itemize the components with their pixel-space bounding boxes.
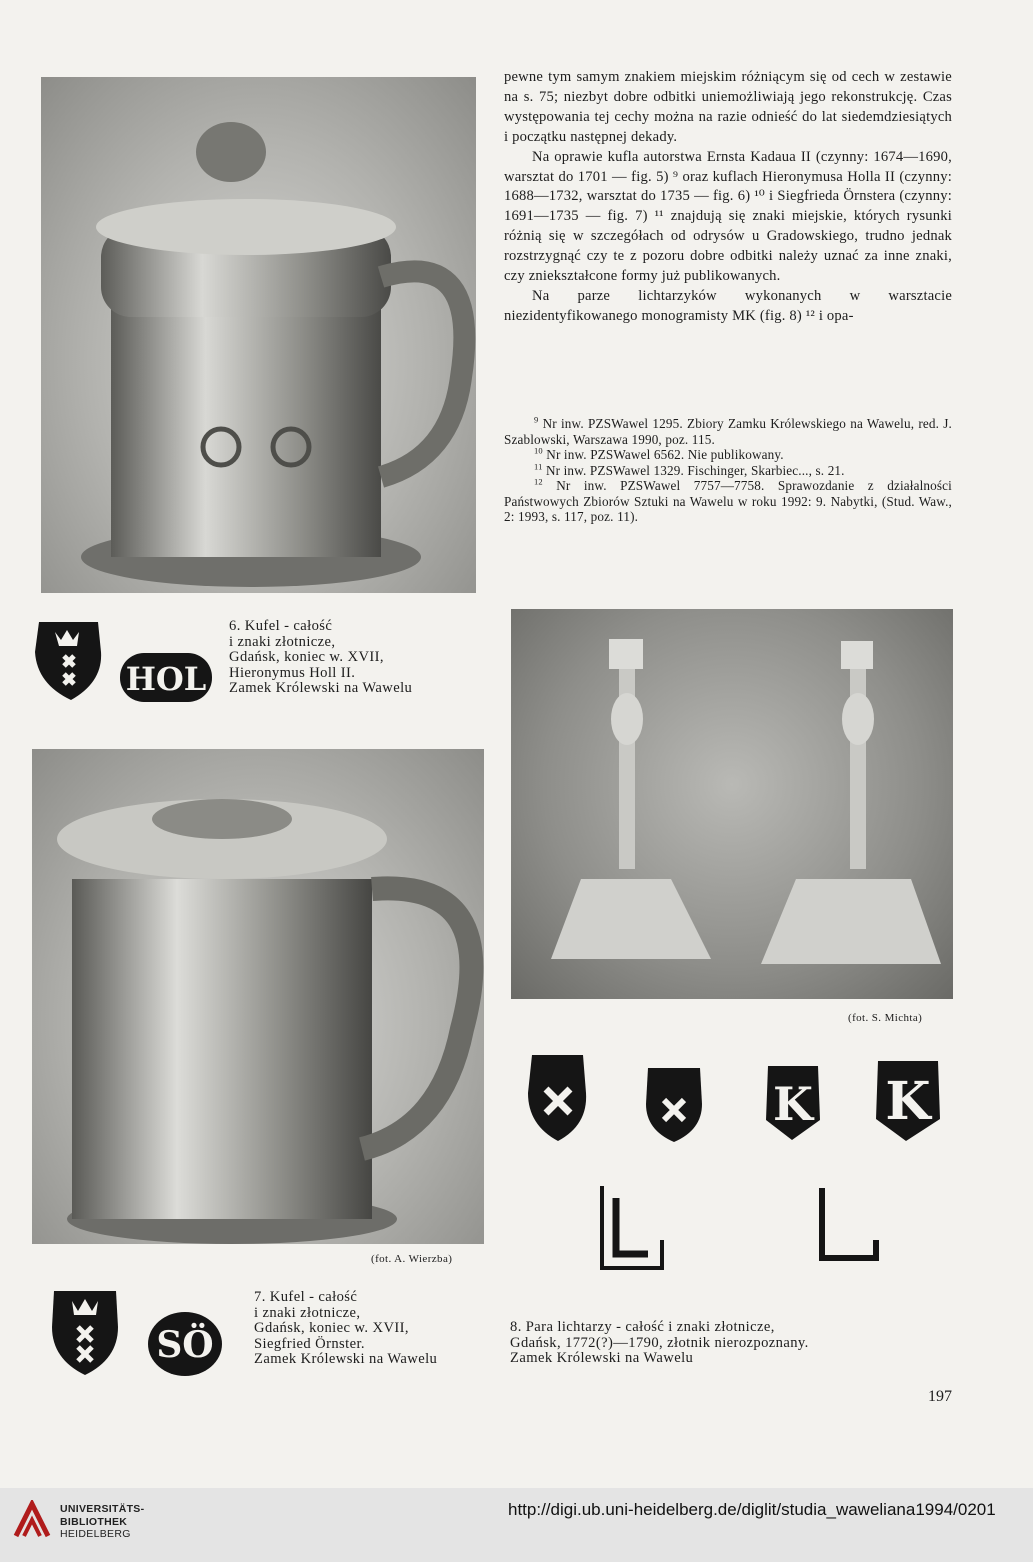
caption-fig6-line: i znaki złotnicze,	[229, 633, 336, 650]
footnote-number: 12	[534, 476, 543, 487]
logo-line: UNIVERSITÄTS-	[60, 1503, 145, 1515]
photo-credit-fig8: (fot. S. Michta)	[848, 1012, 923, 1024]
footnote	[504, 447, 952, 463]
footnote-number: 11	[534, 461, 543, 472]
svg-text:K: K	[885, 1071, 931, 1132]
hallmark-maker-mark-hol	[118, 650, 214, 705]
footnote-text: Nr inw. PZSWawel 6562. Nie publikowany.	[546, 447, 784, 462]
svg-text:HOL: HOL	[125, 660, 207, 698]
footnote	[504, 463, 952, 479]
photo-fig6-tankard	[41, 77, 476, 593]
caption-fig6-line: Gdańsk, koniec w. XVII,	[229, 649, 384, 666]
hallmark-maker-mark-k-1	[762, 1060, 824, 1144]
hallmark-maker-mark-so	[146, 1310, 224, 1378]
caption-fig7-line: Siegfried Örnster.	[254, 1335, 365, 1352]
photo-credit-fig7: (fot. A. Wierzba)	[371, 1253, 453, 1265]
caption-fig8-line: Gdańsk, 1772(?)—1790, złotnik nierozpoznany.	[510, 1334, 809, 1351]
caption-fig6-line: Hieronymus Holl II.	[229, 664, 356, 681]
photo-fig8-candlesticks	[511, 609, 953, 999]
caption-fig7-line: 7. Kufel - całość	[254, 1289, 358, 1305]
svg-text:SÖ: SÖ	[156, 1324, 214, 1366]
hallmark-assay-mark-l-2	[800, 1180, 882, 1270]
svg-text:K: K	[773, 1077, 813, 1131]
page-number: 197	[928, 1388, 952, 1405]
caption-fig7-line: Gdańsk, koniec w. XVII,	[254, 1320, 409, 1337]
photo-fig7-tankard	[32, 749, 484, 1244]
hallmark-gdansk-city-mark-fig7	[44, 1283, 126, 1378]
logo-line: BIBLIOTHEK	[60, 1515, 128, 1528]
hallmark-maker-mark-k-2	[872, 1055, 944, 1145]
hallmark-gdansk-city-mark-fig6	[31, 612, 106, 704]
footnote-text: Nr inw. PZSWawel 7757—7758. Sprawozdanie z działalności Państwowych Zbiorów Sztuki na Wawelu w roku 1992: 9. Nabytki, (Stud. Waw., 2: 1993, s. 117, poz. 11).	[504, 478, 952, 524]
university-library-logo-text	[60, 1503, 144, 1541]
body-text	[504, 68, 952, 327]
footnote-number: 9	[534, 414, 539, 425]
logo-line: HEIDELBERG	[60, 1528, 131, 1540]
footnotes	[504, 416, 952, 525]
body-paragraph: Na oprawie kufla autorstwa Ernsta Kadaua II (czynny: 1674—1690, warsztat do 1701 — fig. 5) ⁹ oraz kuflach Hieronymusa Holla II (czynny: 1688—1732, warsztat do 1735 — fig. 6) ¹⁰ i Siegfrieda Örnstera (czynny: 1691—1735 — fig. 7) ¹¹ znajdują się znaki miejskie, których rysunki różnią się w szczegółach od odrysów u Gradowskiego, trudno jednak rozstrzygnąć czy te z pozoru dobre odbitki należy uznać za inne znaki, czy zniekształcone formy już publikowanych.	[504, 148, 952, 285]
caption-fig8-line: 8. Para lichtarzy - całość i znaki złotnicze,	[510, 1319, 775, 1335]
caption-fig6-line: 6. Kufel - całość	[229, 618, 333, 634]
caption-fig6-line: Zamek Królewski na Wawelu	[229, 680, 413, 697]
body-paragraph: Na parze lichtarzyków wykonanych w warsztacie niezidentyfikowanego monogramisty MK (fig. 8) ¹² i opa-	[504, 287, 952, 324]
source-url-link[interactable]: http://digi.ub.uni-heidelberg.de/diglit/studia_waweliana1994/0201	[508, 1500, 996, 1519]
university-library-logo-icon	[12, 1500, 52, 1540]
footnote	[504, 478, 952, 525]
hallmark-gdansk-city-mark-2	[640, 1060, 708, 1145]
caption-fig8-line: Zamek Królewski na Wawelu	[510, 1350, 694, 1367]
hallmark-gdansk-city-mark-1	[520, 1045, 595, 1145]
caption-fig7-line: Zamek Królewski na Wawelu	[254, 1351, 438, 1368]
footnote	[504, 416, 952, 447]
body-paragraph: pewne tym samym znakiem miejskim różniącym się od cech w zestawie na s. 75; niezbyt dobre odbitki uniemożliwiają jego rekonstrukcję. Czas występowania tej cechy można na razie odnieść do lat siedemdziesiątych i początku następnej dekady.	[504, 69, 952, 145]
caption-fig6	[229, 619, 412, 697]
footnote-text: Nr inw. PZSWawel 1329. Fischinger, Skarbiec..., s. 21.	[545, 462, 845, 478]
caption-fig8	[510, 1320, 809, 1367]
footnote-number: 10	[534, 445, 543, 456]
caption-fig7	[254, 1290, 437, 1368]
footnote-text: Nr inw. PZSWawel 1295. Zbiory Zamku Królewskiego na Wawelu, red. J. Szablowski, Warszawa 1990, poz. 115.	[504, 416, 952, 447]
caption-fig7-line: i znaki złotnicze,	[254, 1304, 361, 1321]
hallmark-assay-mark-l-1	[590, 1180, 670, 1275]
